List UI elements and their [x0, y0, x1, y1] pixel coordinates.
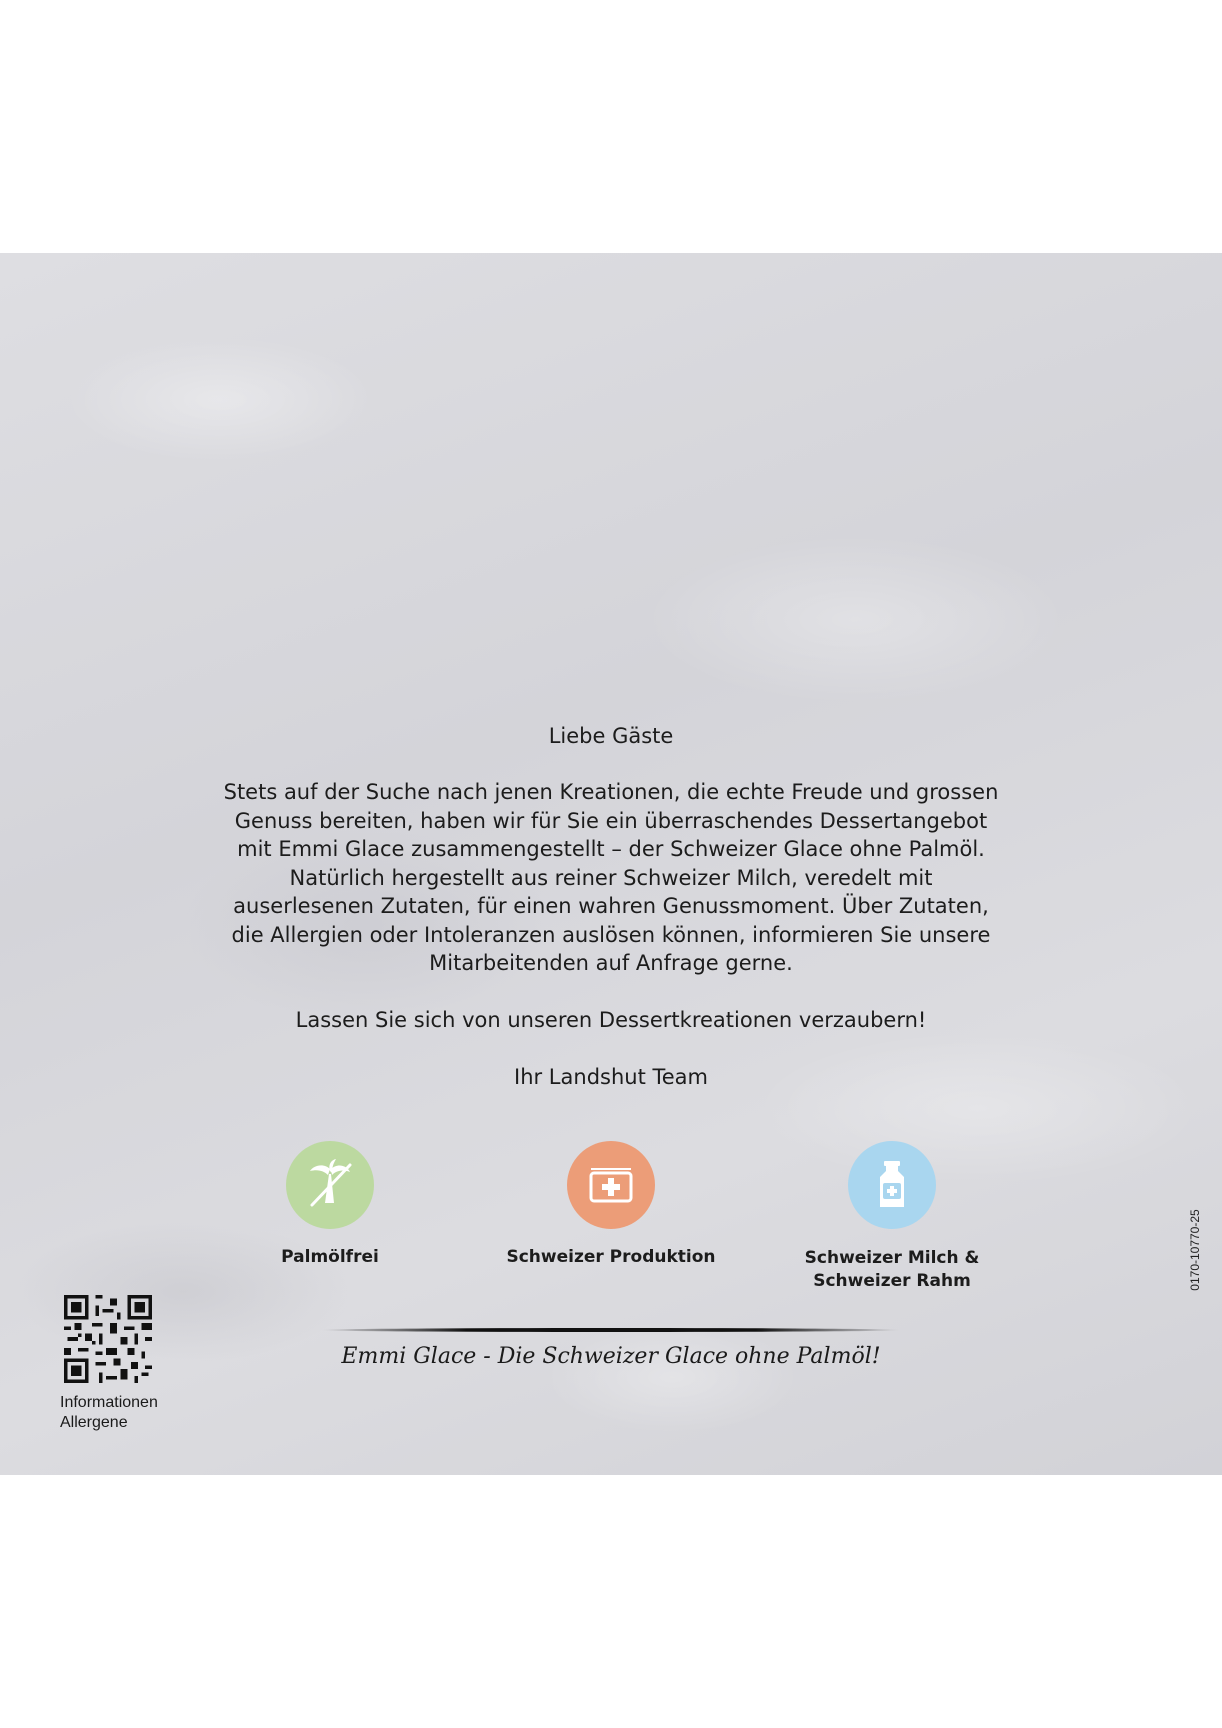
intro-line: auserlesenen Zutaten, für einen wahren Genussmoment. Über Zutaten,: [233, 894, 989, 918]
palm-oil-free-label: Palmölfrei: [281, 1247, 379, 1267]
intro-line: Genuss bereiten, haben wir für Sie ein überraschendes Dessertangebot: [234, 808, 988, 833]
intro-line: Natürlich hergestellt aus reiner Schweizer Milch, veredelt mit: [289, 865, 933, 890]
article-number: 0170-10770-25: [1188, 1209, 1202, 1291]
intro-paragraph: [160, 778, 1062, 978]
palm-oil-free-badge: [286, 1141, 374, 1229]
intro-line: mit Emmi Glace zusammengestellt – der Schweizer Glace ohne Palmöl.: [237, 837, 985, 861]
swiss-production-label: Schweizer Produktion: [506, 1247, 716, 1267]
swiss-flag-icon: [581, 1155, 641, 1215]
signature: Ihr Landshut Team: [514, 1065, 708, 1089]
qr-caption: Informationen Allergene: [60, 1394, 158, 1431]
palm-tree-crossed-icon: [300, 1155, 360, 1215]
swiss-production-badge: [567, 1141, 655, 1229]
closing-line: Lassen Sie sich von unseren Dessertkreationen verzaubern!: [295, 1008, 927, 1032]
qr-code[interactable]: [64, 1295, 152, 1383]
intro-line: Stets auf der Suche nach jenen Kreationen, die echte Freude und grossen: [223, 780, 999, 804]
intro-line: die Allergien oder Intoleranzen auslösen können, informieren Sie unsere: [231, 922, 991, 947]
swiss-milk-badge: [848, 1141, 936, 1229]
milk-can-icon: [862, 1155, 922, 1215]
swiss-milk-label: Schweizer Milch & Schweizer Rahm: [804, 1248, 980, 1291]
slogan: Emmi Glace - Die Schweizer Glace ohne Palmöl!: [341, 1344, 881, 1369]
divider: [322, 1328, 900, 1332]
greeting: Liebe Gäste: [548, 724, 674, 748]
intro-line: Mitarbeitenden auf Anfrage gerne.: [429, 951, 793, 975]
